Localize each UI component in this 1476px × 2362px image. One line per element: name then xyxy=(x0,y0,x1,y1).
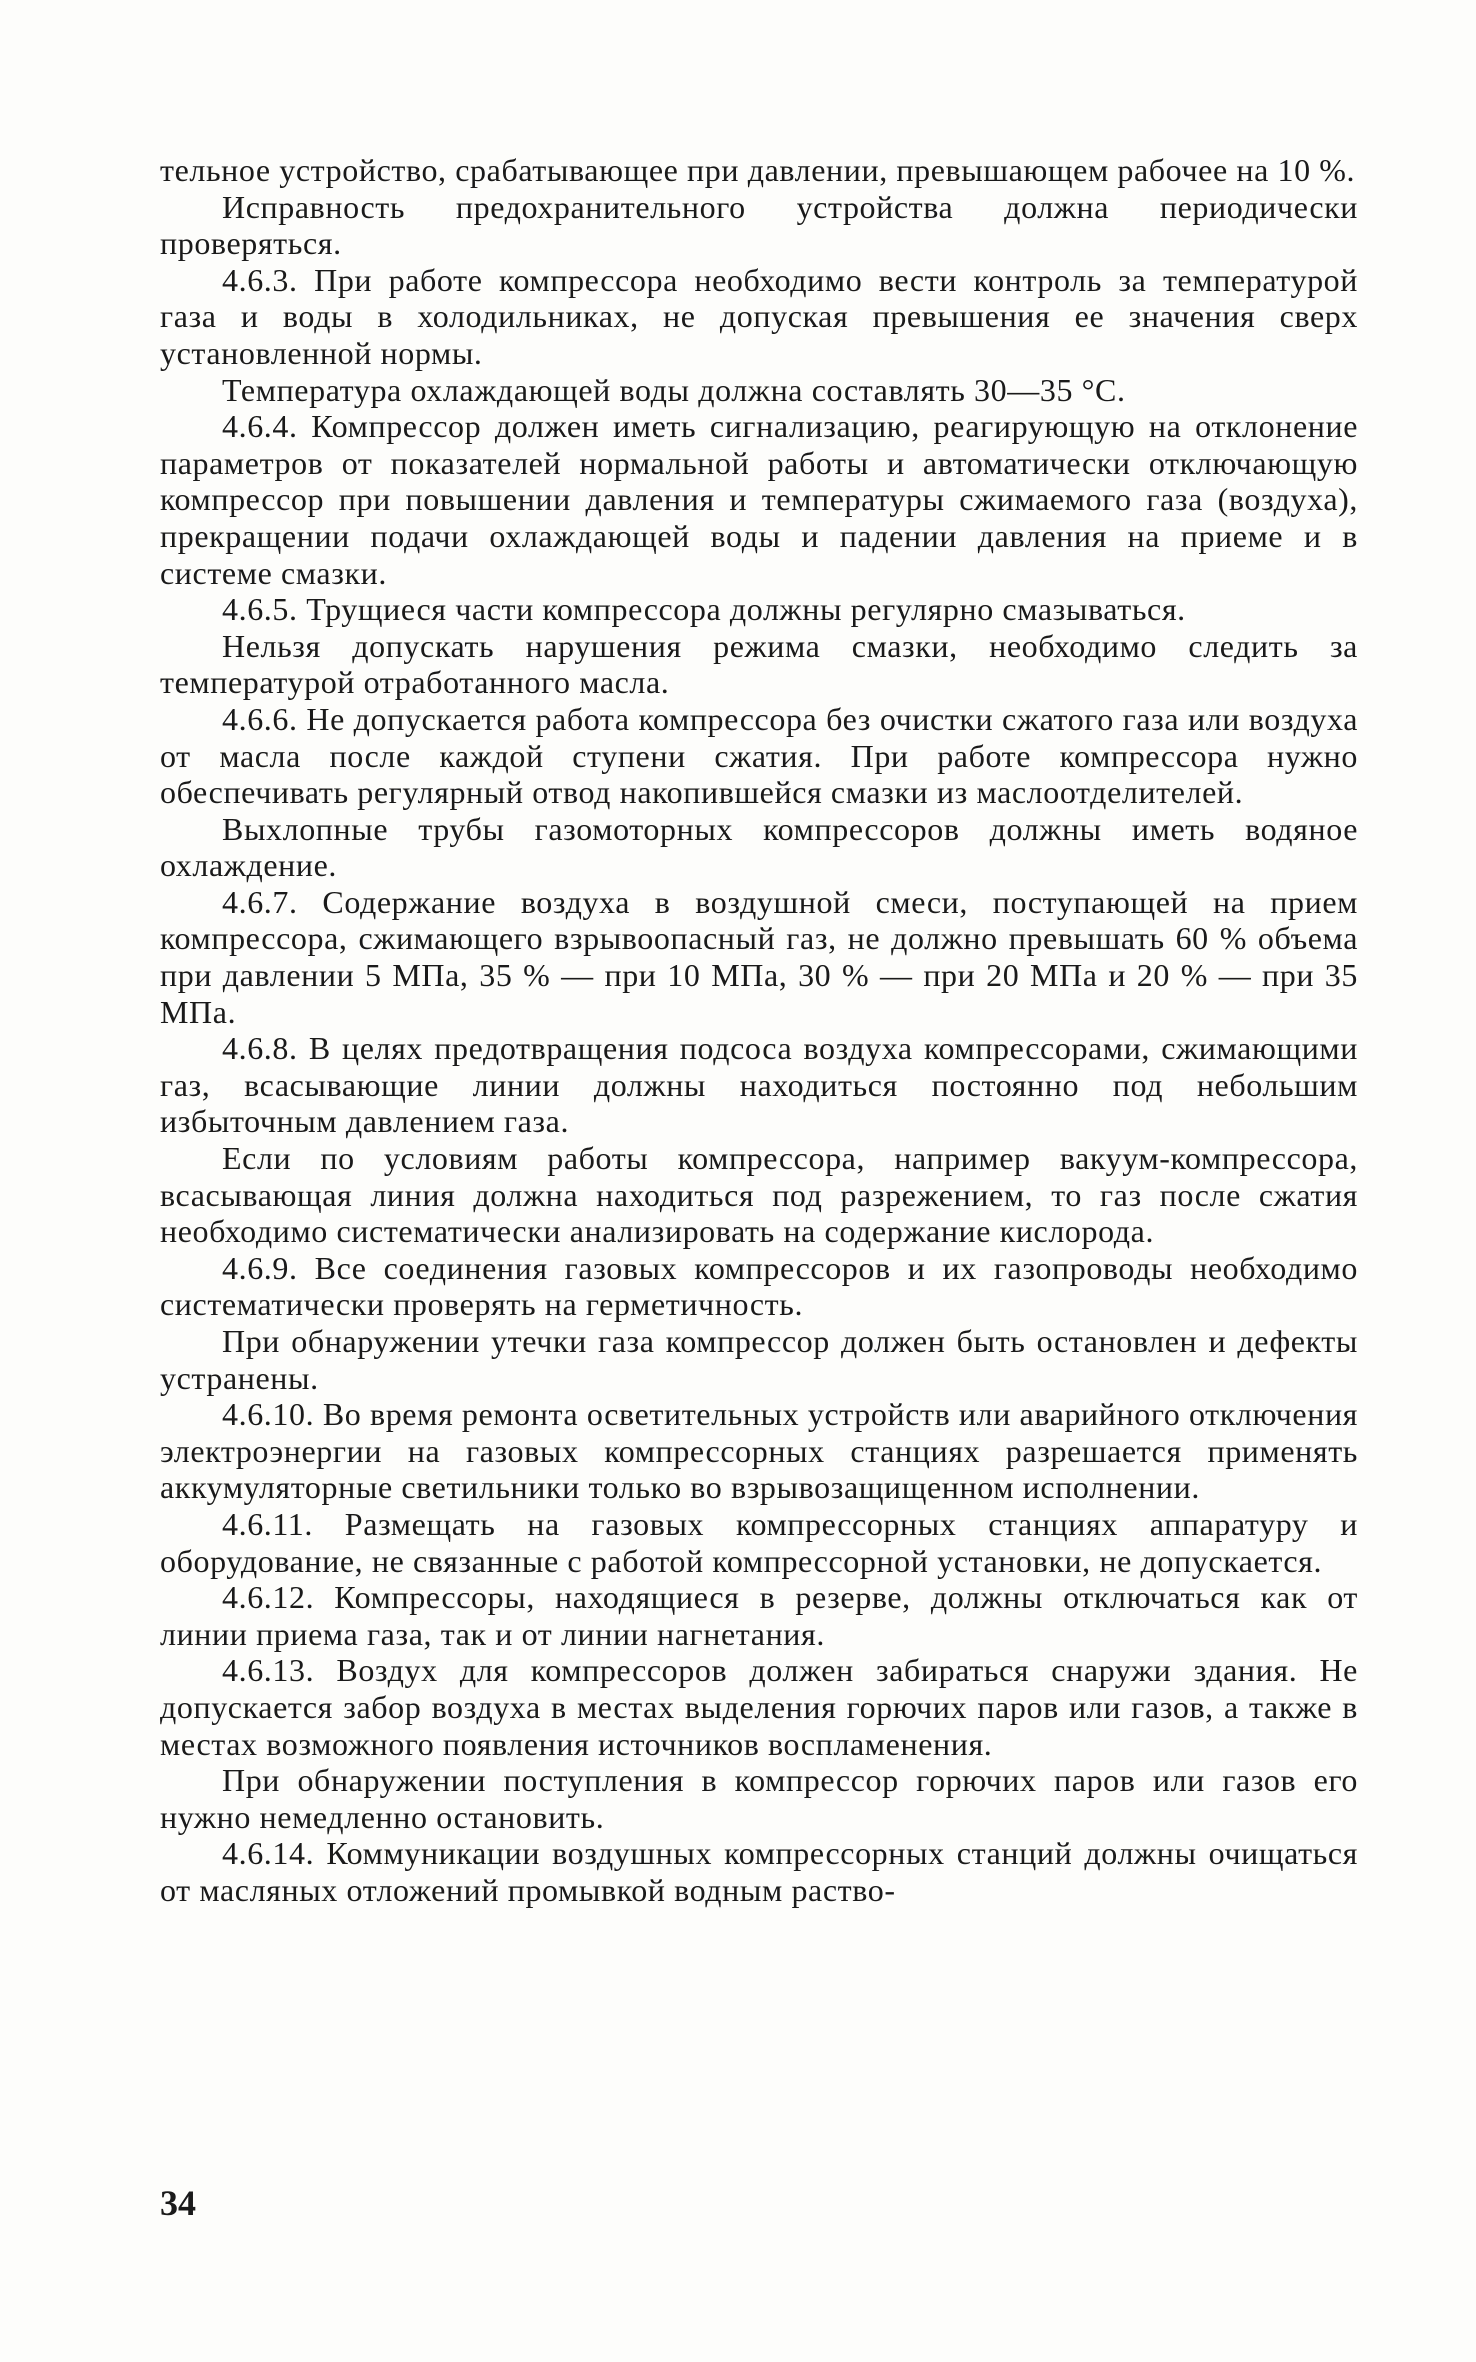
paragraph: Исправность предохранительного устройства должна периодически проверяться. xyxy=(160,188,1358,262)
paragraph: 4.6.9. Все соединения газовых компрессоров и их газопроводы необходимо систематически проверять на герметичность. xyxy=(160,1249,1358,1323)
paragraph: 4.6.6. Не допускается работа компрессора без очистки сжатого газа или воздуха от масла после каждой ступени сжатия. При работе компрессора нужно обеспечивать регулярный отвод накопившейся смазки из маслоотделителей. xyxy=(160,700,1358,811)
paragraph: 4.6.11. Размещать на газовых компрессорных станциях аппаратуру и оборудование, не связанные с работой компрессорной установки, не допускается. xyxy=(160,1505,1358,1579)
paragraph: 4.6.13. Воздух для компрессоров должен забираться снаружи здания. Не допускается забор воздуха в местах выделения горючих паров или газов, а также в местах возможного появления источников воспламенения. xyxy=(160,1652,1358,1762)
paragraph: 4.6.14. Коммуникации воздушных компрессорных станций должны очищаться от масляных отложений промывкой водным раство- xyxy=(160,1835,1358,1908)
page-number: 34 xyxy=(160,2183,196,2223)
paragraph: Нельзя допускать нарушения режима смазки, необходимо следить за температурой отработанного масла. xyxy=(160,627,1358,701)
paragraph: 4.6.7. Содержание воздуха в воздушной смеси, поступающей на прием компрессора, сжимающего взрывоопасный газ, не должно превышать 60 % объема при давлении 5 МПа, 35 % — при 10 МПа, 30 % — при 20 МПа и 20 % — при 35 МПа. xyxy=(160,883,1358,1030)
paragraph: Выхлопные трубы газомоторных компрессоров должны иметь водяное охлаждение. xyxy=(160,810,1358,884)
paragraph: Температура охлаждающей воды должна составлять 30—35 °С. xyxy=(222,371,1126,408)
paragraph: При обнаружении поступления в компрессор горючих паров или газов его нужно немедленно остановить. xyxy=(160,1762,1358,1835)
paragraph: 4.6.12. Компрессоры, находящиеся в резерве, должны отключаться как от линии приема газа, так и от линии нагнетания. xyxy=(160,1579,1358,1652)
paragraph: 4.6.3. При работе компрессора необходимо вести контроль за температурой газа и воды в холодильниках, не допуская превышения ее значения сверх установленной нормы. xyxy=(160,261,1358,371)
paragraph: 4.6.5. Трущиеся части компрессора должны регулярно смазываться. xyxy=(222,591,1186,628)
paragraph: При обнаружении утечки газа компрессор должен быть остановлен и дефекты устранены. xyxy=(160,1323,1358,1396)
paragraph: Если по условиям работы компрессора, например вакуум-компрессора, всасывающая линия должна находиться под разрежением, то газ после сжатия необходимо систематически анализировать на содержание кислорода. xyxy=(160,1140,1358,1250)
paragraph: 4.6.4. Компрессор должен иметь сигнализацию, реагирующую на отклонение параметров от показателей нормальной работы и автоматически отключающую компрессор при повышении давления и температуры сжимаемого газа (воздуха), прекращении подачи охлаждающей воды и падении давления на приеме и в системе смазки. xyxy=(160,408,1358,591)
paragraph: 4.6.10. Во время ремонта осветительных устройств или аварийного отключения электроэнергии на газовых компрессорных станциях разрешается применять аккумуляторные светильники только во взрывозащищенном исполнении. xyxy=(160,1396,1358,1506)
paragraph: 4.6.8. В целях предотвращения подсоса воздуха компрессорами, сжимающими газ, всасывающие линии должны находиться постоянно под небольшим избыточным давлением газа. xyxy=(160,1030,1358,1140)
body-text xyxy=(160,152,1358,1909)
paragraph: тельное устройство, срабатывающее при давлении, превышающем рабочее на 10 %. xyxy=(160,152,1356,188)
